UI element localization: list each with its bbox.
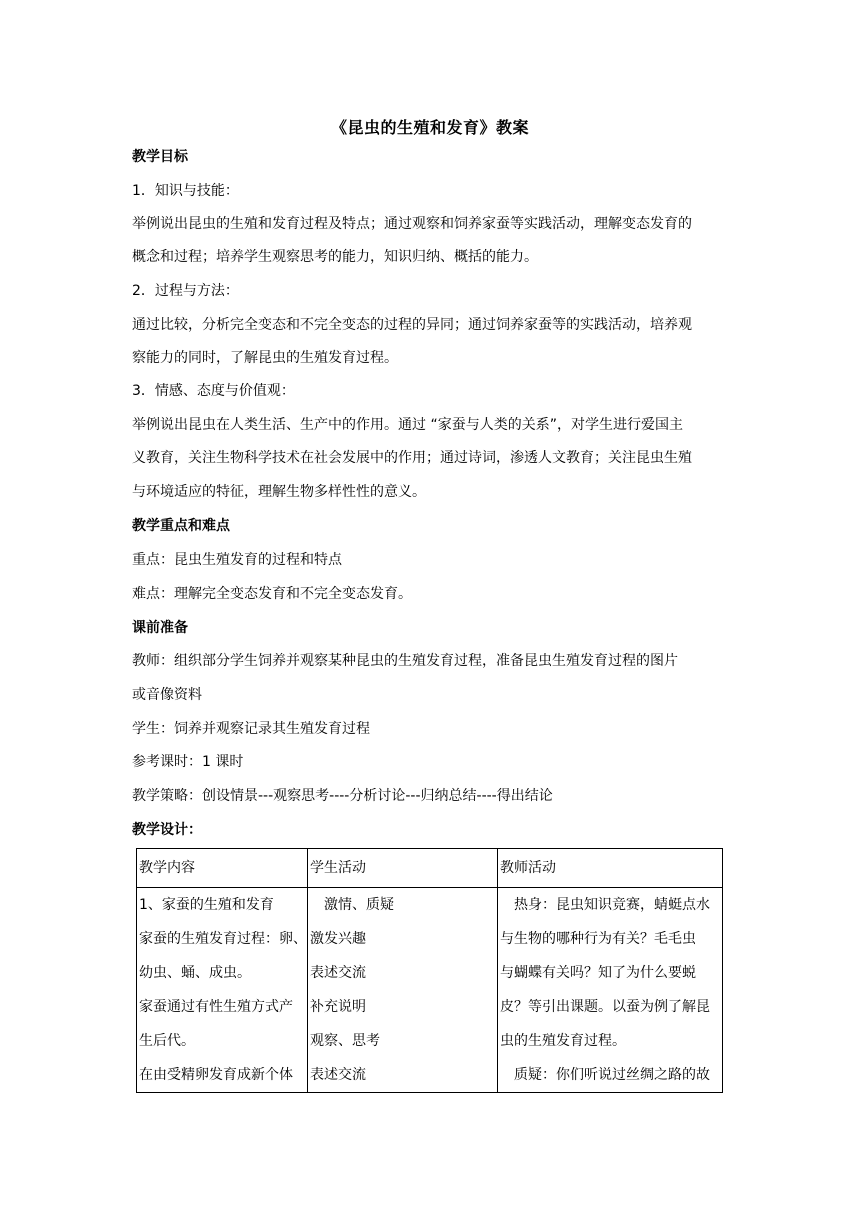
difficulty: 难点：理解完全变态发育和不完全变态发育。 (132, 586, 412, 602)
objective-3-text-line: 与环境适应的特征，理解生物多样性性的意义。 (132, 484, 426, 500)
teacher-activity-line: 虫的生殖发育过程。 (500, 1033, 626, 1049)
objective-2-text-line: 察能力的同时，了解昆虫的生殖发育过程。 (132, 350, 398, 366)
student-activity-cell (308, 888, 498, 1093)
student-activity-line: 激情、质疑 (324, 897, 394, 913)
objectives-heading: 教学目标 (132, 149, 188, 165)
table-header-cell: 学生活动 (308, 849, 498, 888)
teaching-design-table (136, 848, 723, 1093)
student-prep: 学生：饲养并观察记录其生殖发育过程 (132, 721, 370, 737)
table-header-cell: 教师活动 (498, 849, 723, 888)
teacher-prep-line: 或音像资料 (132, 687, 202, 703)
content-line: 家蚕通过有性生殖方式产 (139, 999, 293, 1015)
student-activity-line: 表述交流 (310, 1067, 366, 1083)
teacher-prep-line: 教师：组织部分学生饲养并观察某种昆虫的生殖发育过程，准备昆虫生殖发育过程的图片 (132, 653, 678, 669)
objective-3-heading: 3．情感、态度与价值观： (132, 383, 295, 399)
teacher-activity-cell (498, 888, 723, 1093)
table-header-row (137, 849, 723, 888)
student-activity-line: 表述交流 (310, 965, 366, 981)
objective-3-text-line: 举例说出昆虫在人类生活、生产中的作用。通过 “家蚕与人类的关系”，对学生进行爱国主 (132, 417, 683, 433)
table-row (137, 888, 723, 1093)
student-activity-line: 观察、思考 (310, 1033, 380, 1049)
teacher-activity-line: 皮？等引出课题。以蚕为例了解昆 (500, 999, 710, 1015)
document-title: 《昆虫的生殖和发育》教案 (330, 118, 529, 137)
key-points-heading: 教学重点和难点 (132, 518, 230, 534)
content-line: 生后代。 (139, 1033, 195, 1049)
content-line: 家蚕的生殖发育过程：卵、 (139, 931, 307, 947)
content-line: 在由受精卵发育成新个体 (139, 1067, 293, 1083)
objective-2-heading: 2．过程与方法： (132, 283, 239, 299)
objective-1-text-line: 概念和过程；培养学生观察思考的能力，知识归纳、概括的能力。 (132, 249, 538, 265)
preparation-heading: 课前准备 (132, 620, 188, 636)
content-line: 1、家蚕的生殖和发育 (139, 897, 274, 913)
objective-3-text-line: 义教育，关注生物科学技术在社会发展中的作用；通过诗词，渗透人文教育；关注昆虫生殖 (132, 450, 692, 466)
teacher-activity-line: 与生物的哪种行为有关？毛毛虫 (500, 931, 696, 947)
student-activity-line: 激发兴趣 (310, 931, 366, 947)
content-cell (137, 888, 308, 1093)
student-activity-line: 补充说明 (310, 999, 366, 1015)
objective-1-text-line: 举例说出昆虫的生殖和发育过程及特点；通过观察和饲养家蚕等实践活动，理解变态发育的 (132, 216, 692, 232)
teacher-activity-line: 热身：昆虫知识竞赛，蜻蜓点水 (514, 897, 710, 913)
teacher-activity-line: 与蝴蝶有关吗？知了为什么要蜕 (500, 965, 696, 981)
table-header-cell: 教学内容 (137, 849, 308, 888)
key-point: 重点：昆虫生殖发育的过程和特点 (132, 552, 342, 568)
teacher-activity-line: 质疑：你们听说过丝绸之路的故 (514, 1067, 710, 1083)
teaching-strategy: 教学策略：创设情景---观察思考----分析讨论---归纳总结----得出结论 (132, 788, 553, 804)
lesson-hours: 参考课时：1 课时 (132, 754, 244, 770)
content-line: 幼虫、蛹、成虫。 (139, 965, 251, 981)
design-heading: 教学设计： (132, 822, 202, 838)
objective-1-heading: 1．知识与技能： (132, 183, 239, 199)
objective-2-text-line: 通过比较，分析完全变态和不完全变态的过程的异同；通过饲养家蚕等的实践活动，培养观 (132, 317, 692, 333)
